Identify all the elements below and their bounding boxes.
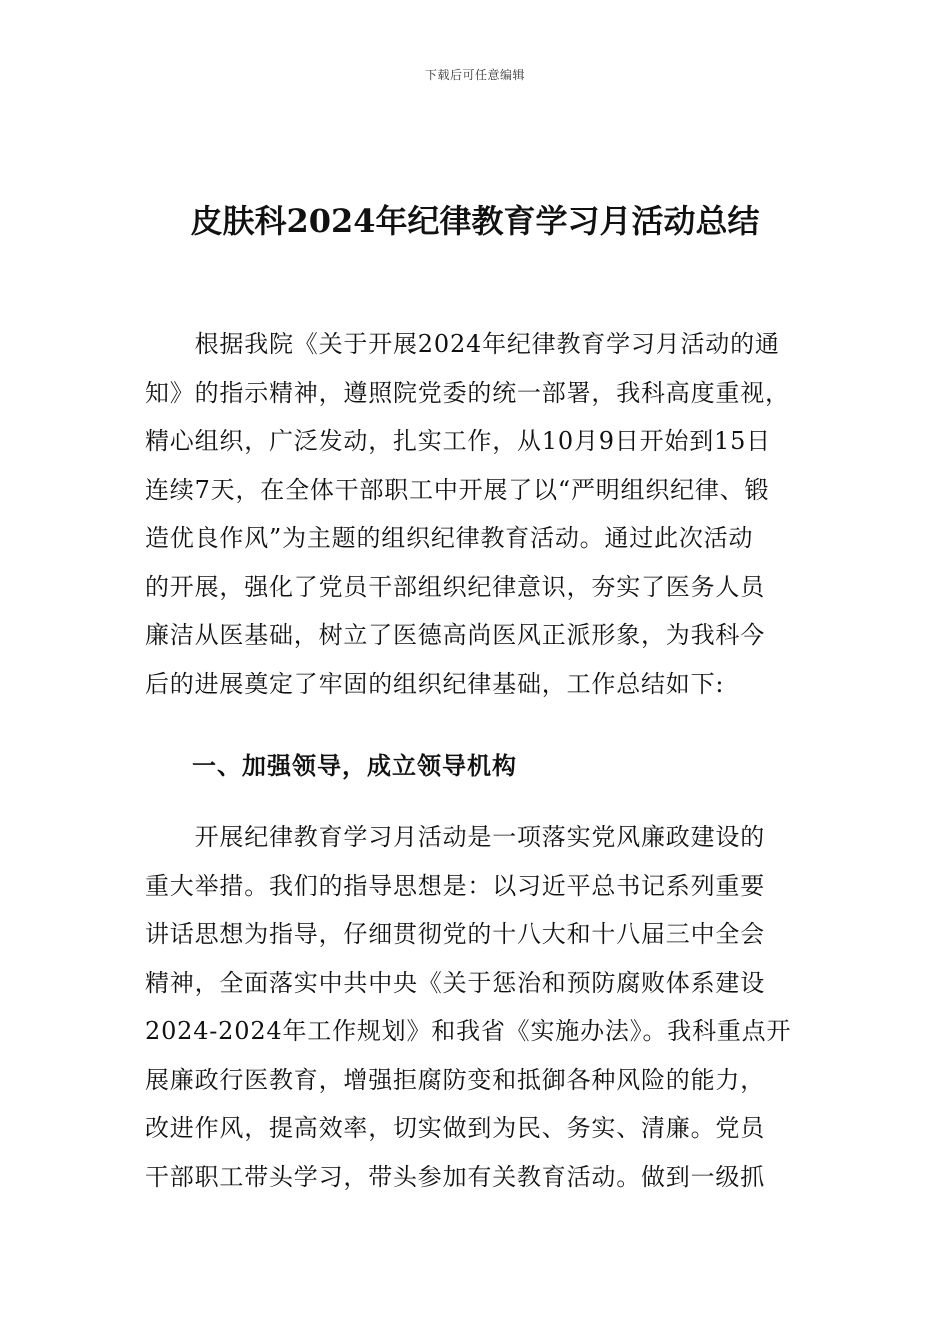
document-title: 皮肤科2024年纪律教育学习月活动总结 — [190, 202, 760, 240]
paragraph-line: 根据我院《关于开展2024年纪律教育学习月活动的通 — [145, 330, 780, 358]
section-heading: 一、加强领导，成立领导机构 — [192, 751, 517, 780]
paragraph-line: 造优良作风”为主题的组织纪律教育活动。通过此次活动 — [145, 524, 754, 552]
paragraph-line: 2024-2024年工作规划》和我省《实施办法》。我科重点开 — [145, 1017, 792, 1045]
paragraph-line: 改进作风，提高效率，切实做到为民、务实、清廉。党员 — [145, 1114, 765, 1142]
paragraph-line: 连续7天，在全体干部职工中开展了以“严明组织纪律、锻 — [145, 475, 770, 504]
paragraph-line: 精心组织，广泛发动，扎实工作，从10月9日开始到15日 — [145, 427, 771, 455]
paragraph-line: 开展纪律教育学习月活动是一项落实党风廉政建设的 — [145, 823, 765, 851]
paragraph-line: 展廉政行医教育，增强拒腐防变和抵御各种风险的能力， — [145, 1065, 765, 1094]
header-note: 下载后可任意编辑 — [424, 68, 525, 82]
paragraph-line: 的开展，强化了党员干部组织纪律意识，夯实了医务人员 — [145, 572, 765, 601]
paragraph-line: 重大举措。我们的指导思想是：以习近平总书记系列重要 — [145, 871, 765, 900]
paragraph-line: 干部职工带头学习，带头参加有关教育活动。做到一级抓 — [145, 1162, 765, 1191]
paragraph-intro — [145, 320, 808, 708]
paragraph-line: 后的进展奠定了牢固的组织纪律基础，工作总结如下: — [145, 669, 725, 698]
paragraph-line: 讲话思想为指导，仔细贯彻党的十八大和十八届三中全会 — [145, 920, 765, 948]
paragraph-line: 知》的指示精神，遵照院党委的统一部署，我科高度重视， — [145, 378, 790, 407]
paragraph-line: 廉洁从医基础，树立了医德高尚医风正派形象，为我科今 — [145, 621, 765, 649]
paragraph-line: 精神，全面落实中共中央《关于惩治和预防腐败体系建设 — [145, 968, 765, 997]
paragraph-section1 — [145, 813, 808, 1201]
